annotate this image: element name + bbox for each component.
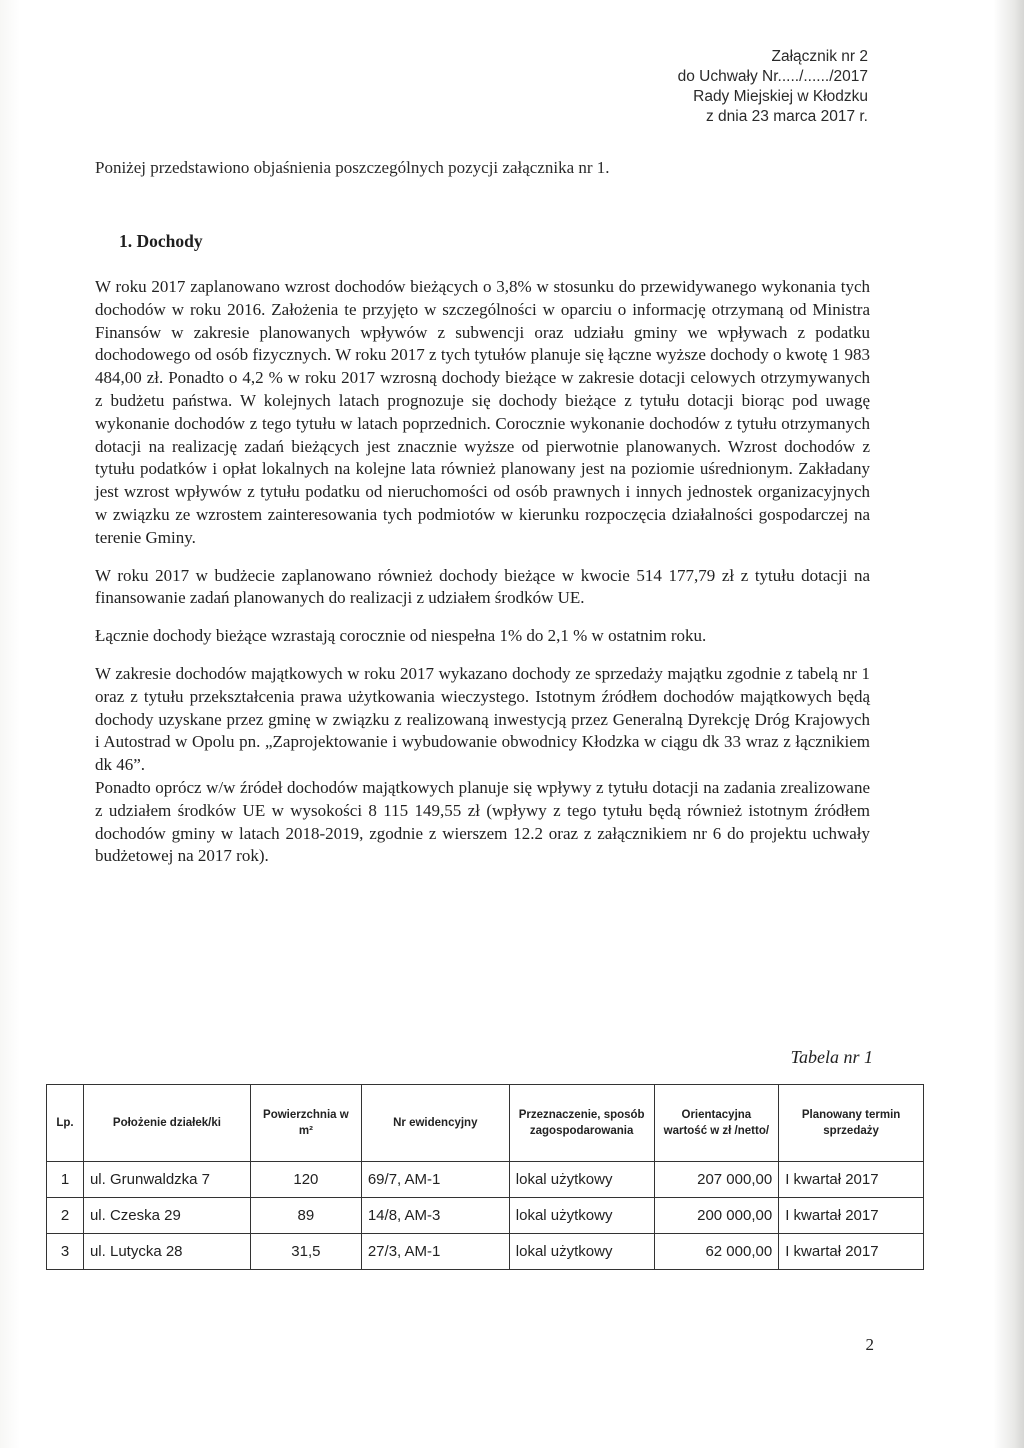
table-caption: Tabela nr 1 bbox=[790, 1047, 873, 1067]
header-value: Orientacyjna wartość w zł /netto/ bbox=[654, 1085, 779, 1162]
header-attachment-number: Załącznik nr 2 bbox=[771, 48, 868, 65]
cell-area: 120 bbox=[250, 1162, 361, 1198]
page-number: 2 bbox=[865, 1335, 874, 1354]
cell-value: 200 000,00 bbox=[654, 1198, 779, 1234]
header-location: Położenie działek/ki bbox=[83, 1085, 250, 1162]
header-council-name: Rady Miejskiej w Kłodzku bbox=[693, 88, 868, 105]
body-text bbox=[95, 276, 870, 883]
cell-lp: 3 bbox=[47, 1234, 84, 1270]
cell-value: 62 000,00 bbox=[654, 1234, 779, 1270]
cell-registry: 69/7, AM-1 bbox=[361, 1162, 509, 1198]
cell-area: 31,5 bbox=[250, 1234, 361, 1270]
cell-location: ul. Czeska 29 bbox=[83, 1198, 250, 1234]
cell-term: I kwartał 2017 bbox=[779, 1162, 924, 1198]
cell-location: ul. Lutycka 28 bbox=[83, 1234, 250, 1270]
cell-term: I kwartał 2017 bbox=[779, 1198, 924, 1234]
cell-value: 207 000,00 bbox=[654, 1162, 779, 1198]
paragraph-revenue-growth: W roku 2017 zaplanowano wzrost dochodów bieżących o 3,8% w stosunku do przewidywanego wykonania tych dochodów w roku 2016. Założenia te przyjęto w szczególności w oparciu o informację otrzymaną od Ministra Finansów w zakresie planowanych wpływów z subwencji oraz udziału gminy we wpływach z podatku dochodowego od osób fizycznych. W roku 2017 z tych tytułów planuje się łączne wyższe dochody o kwotę 1 983 484,00 zł. Ponadto o 4,2 % w roku 2017 wzrosną dochody bieżące w zakresie dotacji celowych otrzymywanych z budżetu państwa. W kolejnych latach prognozuje się dochody bieżące z tytułu dotacji biorąc pod uwagę wykonanie dochodów z tego tytułu w latach poprzednich. Corocznie wykonanie dochodów z tytułu otrzymanych dotacji na realizację zadań bieżących jest znacznie wyższe od pierwotnie planowanych. Wzrost dochodów z tytułu podatków i opłat lokalnych na kolejne lata również planowany jest na poziomie uśrednionym. Zakładany jest wzrost wpływów z tytułu podatku od nieruchomości od osób prawnych i innych jednostek organizacyjnych w związku ze wzrostem zainteresowania tych podmiotów w kierunku rozpoczęcia działalności gospodarczej na terenie Gminy. bbox=[95, 277, 870, 547]
paragraph-property-income: W zakresie dochodów majątkowych w roku 2017 wykazano dochody ze sprzedaży majątku zgodnie z tabelą nr 1 oraz z tytułu przekształcenia prawa użytkowania wieczystego. Istotnym źródłem dochodów majątkowych będą dochody uzyskane przez gminę w związku z realizowaną inwestycją przez Generalną Dyrekcję Dróg Krajowych i Autostrad w Opolu pn. „Zaprojektowanie i wybudowanie obwodnicy Kłodzka w ciągu dk 33 wraz z łącznikiem dk 46”. bbox=[95, 663, 870, 775]
header-area: Powierzchnia w m² bbox=[250, 1085, 361, 1162]
header-purpose: Przeznaczenie, sposób zagospodarowania bbox=[509, 1085, 654, 1162]
header-term: Planowany termin sprzedaży bbox=[779, 1085, 924, 1162]
paragraph-eu-grants: W roku 2017 w budżecie zaplanowano również dochody bieżące w kwocie 514 177,79 zł z tytułu dotacji na finansowanie zadań planowanych do realizacji z udziałem środków UE. bbox=[95, 565, 870, 608]
header-date: z dnia 23 marca 2017 r. bbox=[706, 108, 868, 125]
attachment-header bbox=[678, 47, 868, 127]
cell-area: 89 bbox=[250, 1198, 361, 1234]
cell-registry: 14/8, AM-3 bbox=[361, 1198, 509, 1234]
table-row bbox=[47, 1162, 924, 1198]
cell-lp: 1 bbox=[47, 1162, 84, 1198]
header-lp: Lp. bbox=[47, 1085, 84, 1162]
cell-registry: 27/3, AM-1 bbox=[361, 1234, 509, 1270]
cell-term: I kwartał 2017 bbox=[779, 1234, 924, 1270]
cell-location: ul. Grunwaldzka 7 bbox=[83, 1162, 250, 1198]
table-header-row bbox=[47, 1085, 924, 1162]
header-registry: Nr ewidencyjny bbox=[361, 1085, 509, 1162]
header-resolution-number: do Uchwały Nr...../....../2017 bbox=[677, 68, 868, 85]
property-sale-table bbox=[46, 1084, 924, 1270]
paragraph-total-growth: Łącznie dochody bieżące wzrastają corocznie od niespełna 1% do 2,1 % w ostatnim roku. bbox=[95, 626, 707, 646]
paragraph-additional-income: Ponadto oprócz w/w źródeł dochodów majątkowych planuje się wpływy z tytułu dotacji na zadania zrealizowane z udziałem środków UE w wysokości 8 115 149,55 zł (wpływy z tego tytułu będą również istotnym źródłem dochodów gminy w latach 2018-2019, zgodnie z wierszem 12.2 oraz z załącznikiem nr 6 do projektu uchwały budżetowej na 2017 rok). bbox=[95, 777, 870, 866]
cell-purpose: lokal użytkowy bbox=[509, 1198, 654, 1234]
section-title: 1. Dochody bbox=[119, 231, 203, 251]
cell-purpose: lokal użytkowy bbox=[509, 1234, 654, 1270]
cell-lp: 2 bbox=[47, 1198, 84, 1234]
table-row bbox=[47, 1234, 924, 1270]
intro-text: Poniżej przedstawiono objaśnienia poszczególnych pozycji załącznika nr 1. bbox=[95, 158, 610, 177]
cell-purpose: lokal użytkowy bbox=[509, 1162, 654, 1198]
table-row bbox=[47, 1198, 924, 1234]
